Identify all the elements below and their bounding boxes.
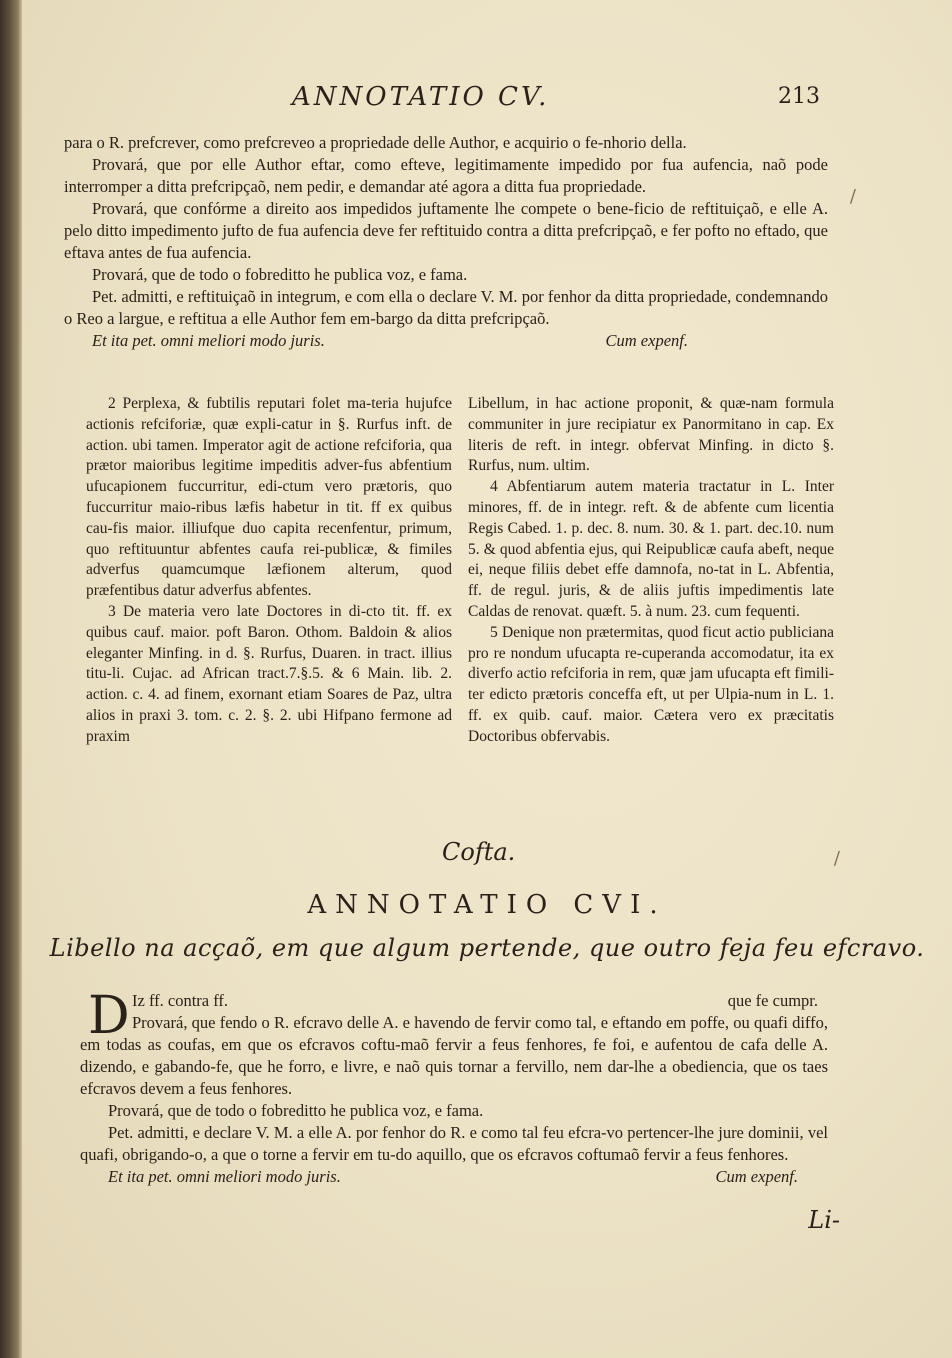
- commentary-paragraph: 5 Denique non prætermitas, quod ficut actio publiciana pro re nondum ufucapta re-cuperanda accomodatur, ita ex diverfo actio refciforia in rem, quæ jam ufucapta eft fimili-ter edicto prætoris conceffa eft, ut per Ulpia-num in L. 1. ff. ex quib. cauf. maior. Cætera vero ex præcitatis Doctoribus obfervabis.: [468, 623, 834, 745]
- book-page: [22, 0, 952, 1358]
- commentary-paragraph: Libellum, in hac actione proponit, & quæ-nam formula communiter in jure recipiatur ex Panormitano in cap. Ex literis de reft. in integr. obfervat Minfing. in dicto §. Rurfus, num. ultim.: [468, 395, 834, 475]
- commentary-paragraph: 2 Perplexa, & fubtilis reputari folet ma-teria hujufce actionis refciforiæ, quæ expli-catur in §. Rurfus inft. de action. ubi tamen. Imperator agit de actione refciforia, qua prætor maioribus legitime impeditis adver-fus abfentium ufucapionem fuccurritur, edi-ctum vero prætoris, quo fuccurritur maio-ribus læfis habetur in tit. ff ex quibus cau-fis maior. illiufque duo capita recenfentur, primum, quo reftituuntur abfentes caufa rei-publicæ, & fimiles adverfus quamcumque læfionem alterum, quod præfentibus datur adverfus abfentes.: [86, 395, 452, 600]
- paragraph: Provará, que fendo o R. efcravo delle A. e havendo de fervir como tal, e eftando em poffe, ou quafi diffo, em todas as coufas, em que os efcravos coftu-maõ fervir a feus fenhores, fe foi, e aufentou de cafa delle A. dizendo, e gabando-fe, que he forro, e livre, e naõ quis tornar a fervillo, nem dar-lhe a obediencia, que os taes efcravos devem a feus fenhores.: [80, 1013, 828, 1098]
- closing-formula-right: Cum expenf.: [605, 331, 688, 350]
- catchword-li: Li-: [808, 1206, 840, 1234]
- paragraph: Pet. admitti, e declare V. M. a elle A. por fenhor do R. e como tal feu efcra-vo pertencer-lhe jure dominii, vel quafi, obrigando-o, a que o torne a fervir em tu-do aquillo, que os efcravos coftumaõ fervir a feus fenhores.: [80, 1123, 828, 1164]
- closing-formula: [64, 330, 828, 352]
- paragraph: Pet. admitti, e reftituiçaõ in integrum, e com ella o declare V. M. por fenhor da ditta propriedade, condemnando o Reo a largue, e reftitua a elle Author fem em-bargo da ditta prefcripçaõ.: [64, 287, 828, 328]
- paragraph: para o R. prefcrever, como prefcreveo a propriedade delle Author, e acquirio o fe-nhorio della.: [64, 133, 687, 152]
- closing-formula-left: Et ita pet. omni meliori modo juris.: [108, 1167, 341, 1186]
- commentary-left-column: [86, 394, 452, 824]
- closing-formula-right: Cum expenf.: [715, 1167, 798, 1186]
- drop-cap: D: [88, 986, 130, 1046]
- annotation-subtitle: Libello na acçaõ, em que algum pertende, que outro feja feu efcravo.: [49, 934, 925, 962]
- first-line-left: Iz ff. contra ff.: [132, 991, 229, 1010]
- first-line-right: que fe cumpr.: [727, 991, 818, 1010]
- annotation-heading: ANNOTATIO CVI.: [307, 890, 667, 920]
- commentary-right-column: [468, 394, 834, 824]
- running-head-title: ANNOTATIO CV.: [292, 82, 550, 112]
- commentary-paragraph: 3 De materia vero late Doctores in di-cto tit. ff. ex quibus cauf. maior. poft Baron. Othom. Baldoin & alios eleganter Minfing. in d. §. Rurfus, Duaren. in tract. illius titu-li. Cujac. ad African tract.7.§.5. & 6 Main. lib. 2. action. c. 4. ad finem, exornant etiam Soares de Paz, ultra alios in praxi 3. tom. c. 2. §. 2. ubi Hifpano fermone ad praxim: [86, 602, 452, 745]
- running-head: [22, 78, 952, 118]
- paragraph: Provará, que de todo o fobreditto he publica voz, e fama.: [108, 1101, 484, 1120]
- libel-first-line: [132, 990, 828, 1012]
- commentary-paragraph: 4 Abfentiarum autem materia tractatur in L. Inter minores, ff. de in integr. reft. & de abfente cum licentia Regis Cabed. 1. p. dec. 8. num. 30. & 1. part. dec.10. num 5. & quod abfentia ejus, qui Reipublicæ caufa abeft, neque ei, neque filiis debet effe damnofa, no-tat in L. Abfentia, ff. de regul. juris, & de aliis juftis impedimentis late Caldas de renovat. quæft. 5. à num. 23. cum fequenti.: [468, 478, 834, 620]
- margin-pen-mark: /: [849, 186, 856, 207]
- margin-pen-mark: /: [833, 848, 840, 869]
- page-number: 213: [778, 84, 820, 109]
- commentary-columns: [86, 394, 834, 824]
- closing-formula: [80, 1166, 828, 1188]
- paragraph: Provará, que confórme a direito aos impedidos juftamente lhe compete o bene-ficio de reftituiçaõ, e elle A. pelo ditto impedimento jufto de fua aufencia deve fer reftituido contra a ditta prefcripçaõ, e fer pofto no eftado, que eftava antes de fua aufencia.: [64, 199, 828, 262]
- libel-cvi-body: [80, 1012, 828, 1188]
- paragraph: Provará, que por elle Author eftar, como efteve, legitimamente impedido por fua aufencia, naõ pode interromper a ditta prefcripçaõ, nem pedir, e demandar até agora a ditta fua propriedade.: [64, 155, 828, 196]
- book-binding-edge: [0, 0, 22, 1358]
- catchword-costa: Cofta.: [442, 838, 516, 866]
- libel-cv-continuation: [64, 132, 828, 352]
- paragraph: Provará, que de todo o fobreditto he publica voz, e fama.: [92, 265, 468, 284]
- closing-formula-left: Et ita pet. omni meliori modo juris.: [92, 331, 325, 350]
